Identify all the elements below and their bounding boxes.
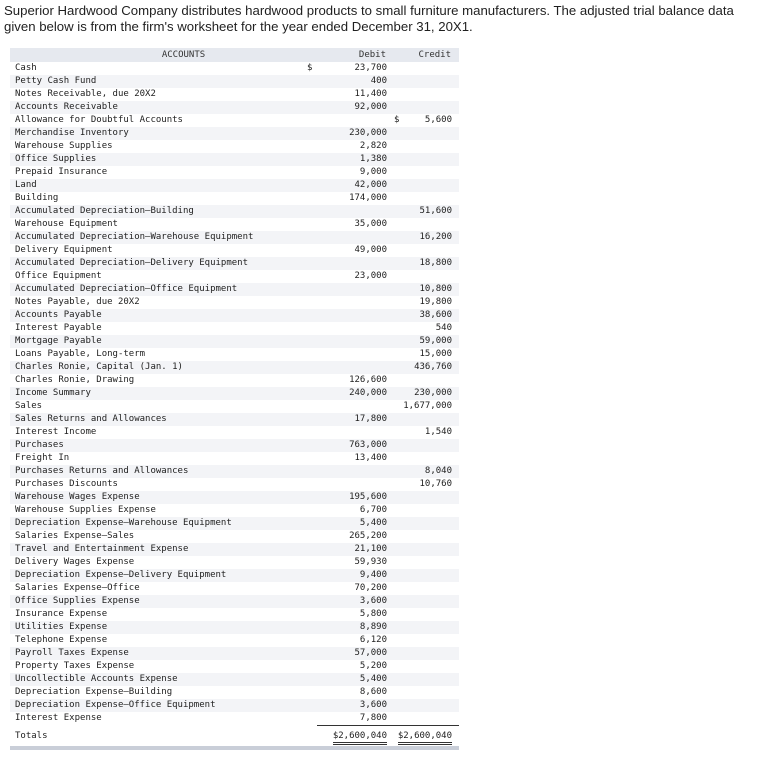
debit-dollar-sign: $ (307, 63, 313, 73)
table-row (10, 231, 459, 244)
account-name-cell: Accumulated Depreciation—Delivery Equipment (10, 257, 317, 270)
table-row (10, 465, 459, 478)
account-name-cell: Warehouse Equipment (10, 218, 317, 231)
debit-amount-cell (317, 361, 394, 374)
account-name-cell: Accumulated Depreciation—Office Equipment (10, 283, 317, 296)
debit-value: 23,000 (354, 271, 387, 281)
credit-amount-cell (394, 530, 459, 543)
table-row (10, 335, 459, 348)
debit-amount-cell (317, 153, 394, 166)
debit-amount-cell (317, 75, 394, 88)
debit-amount-cell (317, 270, 394, 283)
table-row (10, 504, 459, 517)
debit-amount-cell (317, 88, 394, 101)
debit-value: 3,600 (359, 596, 387, 606)
account-name-cell: Building (10, 192, 317, 205)
debit-value: 9,400 (359, 570, 387, 580)
debit-amount-cell (317, 413, 394, 426)
credit-amount-cell (394, 205, 459, 218)
credit-amount-cell (394, 582, 459, 595)
table-header-row (10, 48, 459, 62)
credit-amount-cell (394, 244, 459, 257)
table-row (10, 452, 459, 465)
account-name-cell: Mortgage Payable (10, 335, 317, 348)
table-row (10, 582, 459, 595)
credit-value: 230,000 (414, 388, 452, 398)
account-name-cell: Interest Expense (10, 712, 317, 726)
debit-value: 126,600 (349, 375, 387, 385)
debit-amount-cell (317, 322, 394, 335)
table-row (10, 621, 459, 634)
credit-amount-cell (394, 140, 459, 153)
debit-value: 230,000 (349, 128, 387, 138)
account-name-cell: Purchases Discounts (10, 478, 317, 491)
table-row (10, 699, 459, 712)
table-row (10, 309, 459, 322)
table-row (10, 478, 459, 491)
table-row (10, 374, 459, 387)
table-row (10, 244, 459, 257)
credit-column-header: Credit (394, 48, 459, 62)
table-row (10, 88, 459, 101)
credit-amount-cell (394, 595, 459, 608)
credit-amount-cell (394, 517, 459, 530)
table-row (10, 387, 459, 400)
debit-amount-cell (317, 569, 394, 582)
debit-total-cell (317, 726, 394, 747)
credit-value: 15,000 (419, 349, 452, 359)
credit-value: 38,600 (419, 310, 452, 320)
account-name-cell: Warehouse Wages Expense (10, 491, 317, 504)
table-row (10, 413, 459, 426)
debit-amount-cell (307, 62, 394, 75)
debit-amount-cell (317, 699, 394, 712)
table-row (10, 569, 459, 582)
debit-value: 195,600 (349, 492, 387, 502)
debit-amount-cell (317, 608, 394, 621)
table-row (10, 205, 459, 218)
debit-amount-cell (317, 686, 394, 699)
table-row (10, 530, 459, 543)
credit-amount-cell (394, 491, 459, 504)
table-row (10, 75, 459, 88)
account-name-cell: Interest Payable (10, 322, 317, 335)
credit-value: 8,040 (424, 466, 452, 476)
account-name-cell: Office Equipment (10, 270, 317, 283)
account-name-cell: Sales (10, 400, 317, 413)
account-name-cell: Property Taxes Expense (10, 660, 317, 673)
credit-amount-cell (394, 439, 459, 452)
credit-amount-cell (394, 452, 459, 465)
credit-value: 19,800 (419, 297, 452, 307)
debit-value: 763,000 (349, 440, 387, 450)
credit-value: 10,760 (419, 479, 452, 489)
debit-value: 6,120 (359, 635, 387, 645)
debit-amount-cell (317, 439, 394, 452)
debit-amount-cell (317, 634, 394, 647)
table-row (10, 400, 459, 413)
credit-amount-cell (394, 413, 459, 426)
credit-amount-cell (394, 88, 459, 101)
credit-value: 5,600 (424, 115, 452, 125)
credit-amount-cell (394, 114, 459, 127)
account-name-cell: Depreciation Expense—Office Equipment (10, 699, 317, 712)
debit-total-value: $2,600,040 (333, 731, 387, 745)
credit-amount-cell (394, 699, 459, 712)
debit-value: 11,400 (354, 89, 387, 99)
account-name-cell: Land (10, 179, 317, 192)
totals-row (10, 726, 459, 747)
debit-value: 265,200 (349, 531, 387, 541)
credit-amount-cell (394, 387, 459, 400)
account-name-cell: Depreciation Expense—Delivery Equipment (10, 569, 317, 582)
credit-value: 51,600 (419, 206, 452, 216)
table-row (10, 101, 459, 114)
debit-value: 9,000 (359, 167, 387, 177)
debit-value: 240,000 (349, 388, 387, 398)
table-row (10, 517, 459, 530)
table-row (10, 595, 459, 608)
credit-total-cell (394, 726, 459, 747)
debit-value: 5,400 (359, 518, 387, 528)
table-row (10, 62, 459, 75)
credit-amount-cell (394, 543, 459, 556)
credit-amount-cell (394, 361, 459, 374)
credit-amount-cell (394, 127, 459, 140)
table-row (10, 660, 459, 673)
debit-amount-cell (317, 504, 394, 517)
table-row (10, 361, 459, 374)
credit-amount-cell (394, 62, 459, 75)
account-name-cell: Depreciation Expense—Building (10, 686, 317, 699)
table-row (10, 166, 459, 179)
credit-value: 59,000 (419, 336, 452, 346)
credit-value: 16,200 (419, 232, 452, 242)
debit-value: 23,700 (354, 63, 387, 73)
table-row (10, 556, 459, 569)
account-name-cell: Uncollectible Accounts Expense (10, 673, 317, 686)
account-name-cell: Accumulated Depreciation—Building (10, 205, 317, 218)
credit-amount-cell (394, 712, 459, 726)
credit-amount-cell (394, 166, 459, 179)
debit-amount-cell (317, 543, 394, 556)
credit-amount-cell (394, 218, 459, 231)
table-row (10, 296, 459, 309)
table-row (10, 426, 459, 439)
debit-value: 7,800 (359, 713, 387, 723)
debit-amount-cell (317, 491, 394, 504)
credit-amount-cell (394, 465, 459, 478)
credit-amount-cell (394, 647, 459, 660)
debit-value: 57,000 (354, 648, 387, 658)
debit-amount-cell (317, 296, 394, 309)
credit-amount-cell (394, 608, 459, 621)
trial-balance-table (10, 48, 459, 746)
table-row (10, 140, 459, 153)
credit-amount-cell (394, 426, 459, 439)
credit-amount-cell (394, 673, 459, 686)
debit-amount-cell (317, 192, 394, 205)
account-name-cell: Depreciation Expense—Warehouse Equipment (10, 517, 317, 530)
account-name-cell: Notes Receivable, due 20X2 (10, 88, 317, 101)
credit-amount-cell (394, 322, 459, 335)
debit-amount-cell (317, 621, 394, 634)
credit-value: 540 (435, 323, 452, 333)
table-row (10, 491, 459, 504)
debit-amount-cell (317, 374, 394, 387)
account-name-cell: Merchandise Inventory (10, 127, 317, 140)
debit-amount-cell (317, 530, 394, 543)
account-name-cell: Cash (10, 62, 317, 75)
account-name-cell: Payroll Taxes Expense (10, 647, 317, 660)
account-name-cell: Charles Ronie, Drawing (10, 374, 317, 387)
debit-amount-cell (317, 712, 394, 726)
table-row (10, 114, 459, 127)
credit-value: 1,540 (424, 427, 452, 437)
debit-amount-cell (317, 595, 394, 608)
account-name-cell: Allowance for Doubtful Accounts (10, 114, 317, 127)
account-name-cell: Charles Ronie, Capital (Jan. 1) (10, 361, 317, 374)
debit-value: 59,930 (354, 557, 387, 567)
debit-amount-cell (317, 231, 394, 244)
account-name-cell: Prepaid Insurance (10, 166, 317, 179)
credit-amount-cell (394, 179, 459, 192)
credit-amount-cell (394, 374, 459, 387)
debit-amount-cell (317, 478, 394, 491)
credit-amount-cell (394, 270, 459, 283)
credit-dollar-sign: $ (394, 115, 400, 125)
account-name-cell: Income Summary (10, 387, 317, 400)
table-row (10, 179, 459, 192)
debit-amount-cell (317, 114, 394, 127)
credit-amount-cell (394, 335, 459, 348)
debit-value: 49,000 (354, 245, 387, 255)
debit-amount-cell (317, 517, 394, 530)
credit-value: 18,800 (419, 258, 452, 268)
credit-amount-cell (394, 75, 459, 88)
debit-amount-cell (317, 205, 394, 218)
credit-amount-cell (394, 478, 459, 491)
trial-balance-body (10, 62, 459, 746)
account-name-cell: Office Supplies Expense (10, 595, 317, 608)
debit-amount-cell (317, 582, 394, 595)
account-name-cell: Sales Returns and Allowances (10, 413, 317, 426)
credit-value: 1,677,000 (403, 401, 452, 411)
debit-amount-cell (317, 166, 394, 179)
debit-value: 1,380 (359, 154, 387, 164)
table-row (10, 543, 459, 556)
debit-value: 5,400 (359, 674, 387, 684)
debit-amount-cell (317, 660, 394, 673)
table-row (10, 348, 459, 361)
account-name-cell: Utilities Expense (10, 621, 317, 634)
debit-amount-cell (317, 673, 394, 686)
debit-amount-cell (317, 244, 394, 257)
account-name-cell: Interest Income (10, 426, 317, 439)
account-name-cell: Purchases (10, 439, 317, 452)
credit-amount-cell (394, 296, 459, 309)
account-name-cell: Petty Cash Fund (10, 75, 317, 88)
account-name-cell: Accounts Payable (10, 309, 317, 322)
table-row (10, 192, 459, 205)
debit-amount-cell (317, 179, 394, 192)
account-name-cell: Purchases Returns and Allowances (10, 465, 317, 478)
account-name-cell: Accounts Receivable (10, 101, 317, 114)
debit-amount-cell (317, 257, 394, 270)
credit-amount-cell (394, 660, 459, 673)
debit-value: 70,200 (354, 583, 387, 593)
credit-value: 10,800 (419, 284, 452, 294)
credit-amount-cell (394, 348, 459, 361)
table-row (10, 257, 459, 270)
account-name-cell: Insurance Expense (10, 608, 317, 621)
problem-intro-text: Superior Hardwood Company distributes hardwood products to small furniture manufacturers. The adjusted trial balance data given below is from the firm's worksheet for the year ended December 31, 20X1. (4, 3, 734, 34)
credit-amount-cell (394, 231, 459, 244)
account-name-cell: Notes Payable, due 20X2 (10, 296, 317, 309)
debit-value: 400 (370, 76, 387, 86)
credit-total-value: $2,600,040 (398, 731, 452, 745)
account-name-cell: Warehouse Supplies (10, 140, 317, 153)
debit-value: 42,000 (354, 180, 387, 190)
debit-amount-cell (317, 348, 394, 361)
account-name-cell: Salaries Expense—Office (10, 582, 317, 595)
debit-value: 21,100 (354, 544, 387, 554)
table-row (10, 634, 459, 647)
credit-amount-cell (394, 686, 459, 699)
debit-amount-cell (317, 426, 394, 439)
credit-amount-cell (394, 153, 459, 166)
debit-value: 13,400 (354, 453, 387, 463)
debit-amount-cell (317, 218, 394, 231)
credit-amount-cell (394, 569, 459, 582)
account-name-cell: Loans Payable, Long-term (10, 348, 317, 361)
debit-amount-cell (317, 647, 394, 660)
debit-value: 92,000 (354, 102, 387, 112)
table-row (10, 647, 459, 660)
table-row (10, 322, 459, 335)
debit-value: 5,800 (359, 609, 387, 619)
account-name-cell: Delivery Equipment (10, 244, 317, 257)
debit-amount-cell (317, 335, 394, 348)
table-row (10, 283, 459, 296)
trial-balance-table-container (10, 48, 459, 750)
account-name-cell: Warehouse Supplies Expense (10, 504, 317, 517)
table-row (10, 673, 459, 686)
account-name-cell: Office Supplies (10, 153, 317, 166)
debit-value: 8,890 (359, 622, 387, 632)
credit-amount-cell (394, 192, 459, 205)
debit-amount-cell (317, 127, 394, 140)
debit-value: 5,200 (359, 661, 387, 671)
table-row (10, 218, 459, 231)
credit-amount-cell (394, 257, 459, 270)
debit-amount-cell (317, 101, 394, 114)
debit-value: 17,800 (354, 414, 387, 424)
credit-amount-cell (394, 504, 459, 517)
account-name-cell: Freight In (10, 452, 317, 465)
debit-amount-cell (317, 387, 394, 400)
debit-amount-cell (317, 140, 394, 153)
totals-label: Totals (10, 726, 317, 747)
table-bottom-border (10, 746, 459, 750)
debit-amount-cell (317, 452, 394, 465)
debit-value: 174,000 (349, 193, 387, 203)
credit-amount-cell (394, 556, 459, 569)
account-name-cell: Travel and Entertainment Expense (10, 543, 317, 556)
credit-amount-cell (394, 634, 459, 647)
account-name-cell: Accumulated Depreciation—Warehouse Equipment (10, 231, 317, 244)
table-row (10, 712, 459, 726)
credit-value: 436,760 (414, 362, 452, 372)
credit-amount-cell (394, 400, 459, 413)
debit-value: 35,000 (354, 219, 387, 229)
account-name-cell: Delivery Wages Expense (10, 556, 317, 569)
credit-amount-cell (394, 309, 459, 322)
debit-amount-cell (317, 309, 394, 322)
debit-amount-cell (317, 400, 394, 413)
table-row (10, 686, 459, 699)
debit-amount-cell (317, 556, 394, 569)
account-name-cell: Telephone Expense (10, 634, 317, 647)
table-row (10, 608, 459, 621)
credit-amount-cell (394, 283, 459, 296)
debit-value: 3,600 (359, 700, 387, 710)
debit-column-header: Debit (317, 48, 394, 62)
account-name-cell: Salaries Expense—Sales (10, 530, 317, 543)
table-row (10, 153, 459, 166)
credit-amount-cell (394, 101, 459, 114)
table-row (10, 439, 459, 452)
debit-amount-cell (317, 465, 394, 478)
credit-amount-cell (394, 621, 459, 634)
debit-value: 6,700 (359, 505, 387, 515)
accounts-column-header: ACCOUNTS (10, 48, 317, 62)
debit-value: 8,600 (359, 687, 387, 697)
debit-amount-cell (317, 283, 394, 296)
debit-value: 2,820 (359, 141, 387, 151)
table-row (10, 127, 459, 140)
table-row (10, 270, 459, 283)
